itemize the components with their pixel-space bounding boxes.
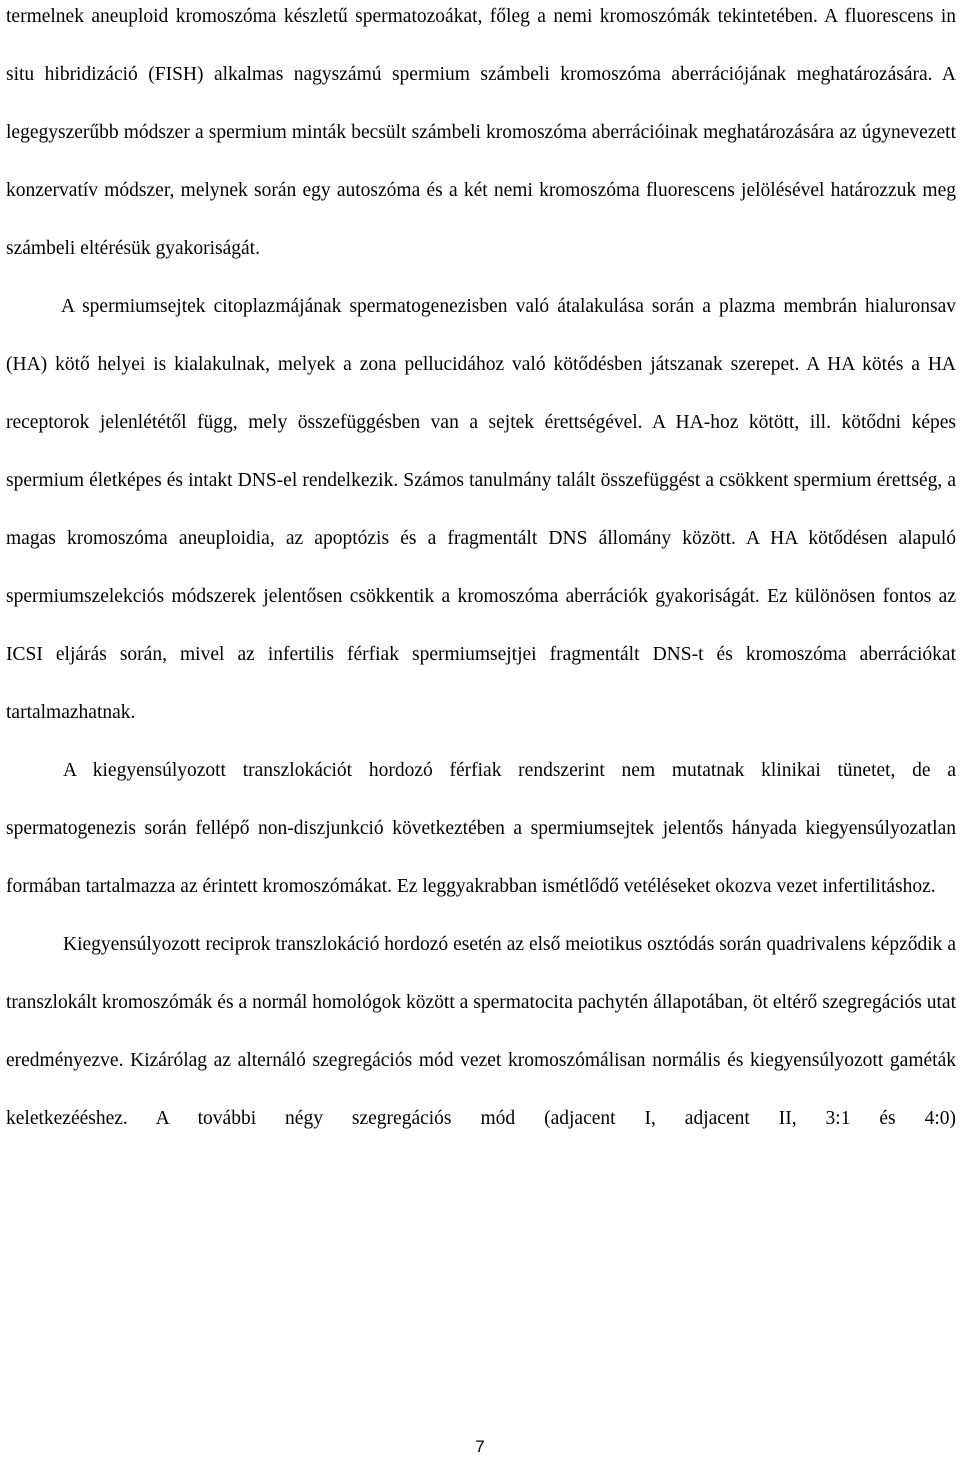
paragraph-3: A kiegyensúlyozott transzlokációt hordozó férfiak rendszerint nem mutatnak klinikai tünetet, de a spermatogenezis során fellépő non-diszjunkció következtében a spermiumsejtek jelentős hányada kiegyensúlyozatlan formában tartalmazza az érintett kromoszómákat. Ez leggyakrabban ismétlődő vetéléseket okozva vezet infertilitáshoz.	[6, 760, 956, 897]
paragraph-4: Kiegyensúlyozott reciprok transzlokáció hordozó esetén az első meiotikus osztódás során quadrivalens képződik a transzlokált kromoszómák és a normál homológok között a spermatocita pachytén állapotában, öt eltérő szegregációs utat eredményezve. Kizárólag az alternáló szegregációs mód vezet kromoszómálisan normális és kiegyensúlyozott gaméták keletkezééshez. A további négy szegregációs mód (adjacent I, adjacent II, 3:1 és 4:0)	[6, 934, 956, 1129]
page-number: 7	[475, 1437, 485, 1456]
paragraph-1: termelnek aneuploid kromoszóma készletű spermatozoákat, főleg a nemi kromoszómák tekintetében. A fluorescens in situ hibridizáció (FISH) alkalmas nagyszámú spermium számbeli kromoszóma aberrációjának meghatározására. A legegyszerűbb módszer a spermium minták becsült számbeli kromoszóma aberrációinak meghatározására az úgynevezett konzervatív módszer, melynek során egy autoszóma és a két nemi kromoszóma fluorescens jelölésével határozzuk meg számbeli eltérésük gyakoriságát.	[6, 6, 956, 259]
document-page	[6, 0, 956, 1148]
paragraph-2: A spermiumsejtek citoplazmájának spermatogenezisben való átalakulása során a plazma membrán hialuronsav (HA) kötő helyei is kialakulnak, melyek a zona pellucidához való kötődésben játszanak szerepet. A HA kötés a HA receptorok jelenlététől függ, mely összefüggésben van a sejtek érettségével. A HA-hoz kötött, ill. kötődni képes spermium életképes és intakt DNS-el rendelkezik. Számos tanulmány talált összefüggést a csökkent spermium érettség, a magas kromoszóma aneuploidia, az apoptózis és a fragmentált DNS állomány között. A HA kötődésen alapuló spermiumszelekciós módszerek jelentősen csökkentik a kromoszóma aberrációk gyakoriságát. Ez különösen fontos az ICSI eljárás során, mivel az infertilis férfiak spermiumsejtjei fragmentált DNS-t és kromoszóma aberrációkat tartalmazhatnak.	[6, 296, 956, 723]
